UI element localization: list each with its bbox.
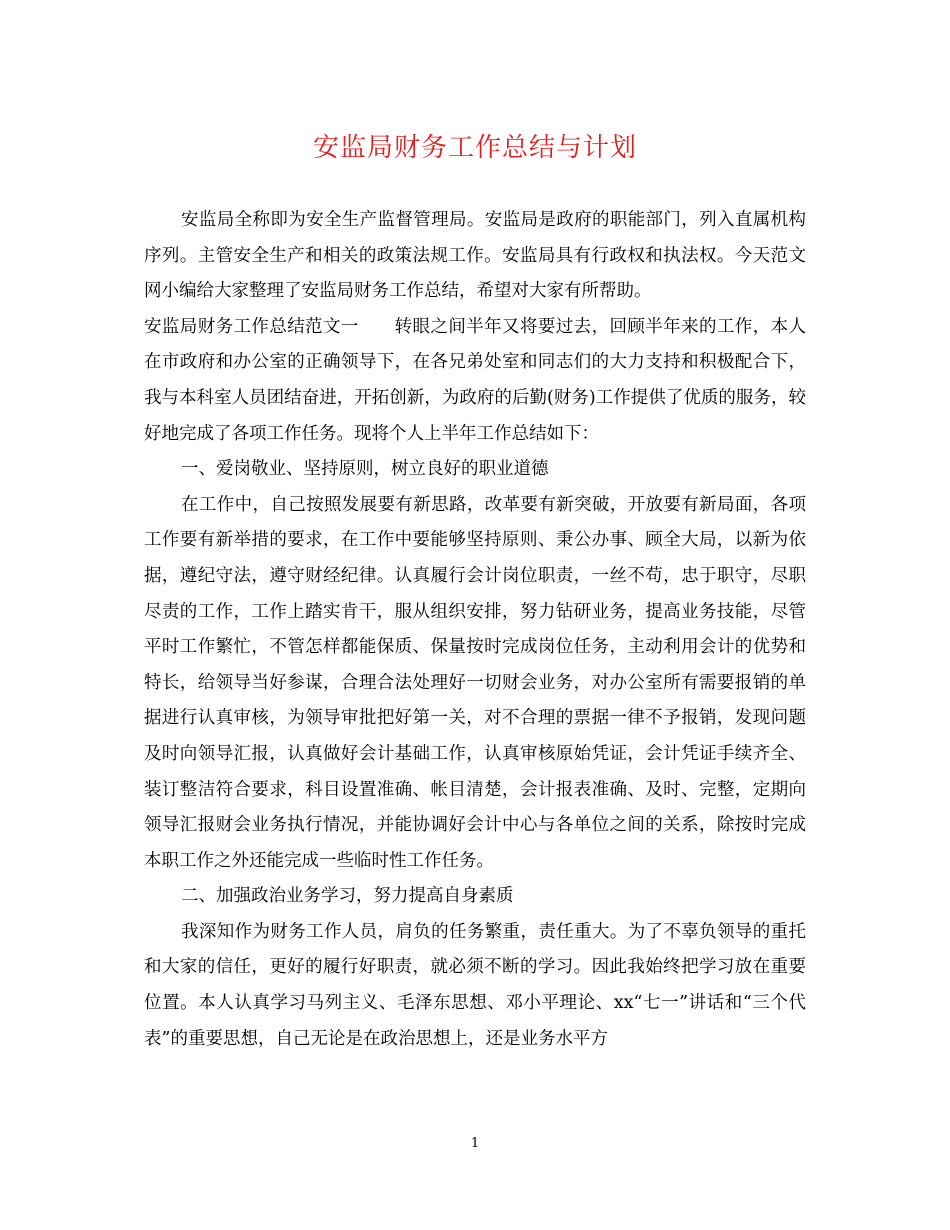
document-body: [144, 203, 806, 1057]
section-heading-one: 一、爱岗敬业、坚持原则，树立良好的职业道德: [181, 459, 549, 480]
paragraph-sample-one: 安监局财务工作总结范文一 转眼之间半年又将要过去，回顾半年来的工作，本人在市政府和办公室的正确领导下，在各兄弟处室和同志们的大力支持和积极配合下，我与本科室人员团结奋进，开拓创新，为政府的后勤(财务)工作提供了优质的服务，较好地完成了各项工作任务。现将个人上半年工作总结如下：: [144, 316, 806, 444]
document-title: 安监局财务工作总结与计划: [312, 133, 637, 163]
page-number: 1: [470, 1136, 480, 1151]
paragraph-section-two: 我深知作为财务工作人员，肩负的任务繁重，责任重大。为了不辜负领导的重托和大家的信任，更好的履行好职责，就必须不断的学习。因此我始终把学习放在重要位置。本人认真学习马列主义、毛泽东思想、邓小平理论、xx“七一”讲话和“三个代表”的重要思想，自己无论是在政治思想上，还是业务水平方: [144, 921, 806, 1049]
paragraph-section-one: 在工作中，自己按照发展要有新思路，改革要有新突破，开放要有新局面，各项工作要有新举措的要求，在工作中要能够坚持原则、秉公办事、顾全大局，以新为依据，遵纪守法，遵守财经纪律。认真履行会计岗位职责，一丝不苟，忠于职守，尽职尽责的工作，工作上踏实肯干，服从组织安排，努力钻研业务，提高业务技能，尽管平时工作繁忙，不管怎样都能保质、保量按时完成岗位任务，主动利用会计的优势和特长，给领导当好参谋，合理合法处理好一切财会业务，对办公室所有需要报销的单据进行认真审核，为领导审批把好第一关，对不合理的票据一律不予报销，发现问题及时向领导汇报，认真做好会计基础工作，认真审核原始凭证，会计凭证手续齐全、装订整洁符合要求，科目设置准确、帐目清楚，会计报表准确、及时、完整，定期向领导汇报财会业务执行情况，并能协调好会计中心与各单位之间的关系，除按时完成本职工作之外还能完成一些临时性工作任务。: [144, 494, 806, 871]
section-heading-two: 二、加强政治业务学习，努力提高自身素质: [181, 886, 514, 907]
paragraph-intro: 安监局全称即为安全生产监督管理局。安监局是政府的职能部门，列入直属机构序列。主管安全生产和相关的政策法规工作。安监局具有行政权和执法权。今天范文网小编给大家整理了安监局财务工作总结，希望对大家有所帮助。: [144, 210, 806, 302]
